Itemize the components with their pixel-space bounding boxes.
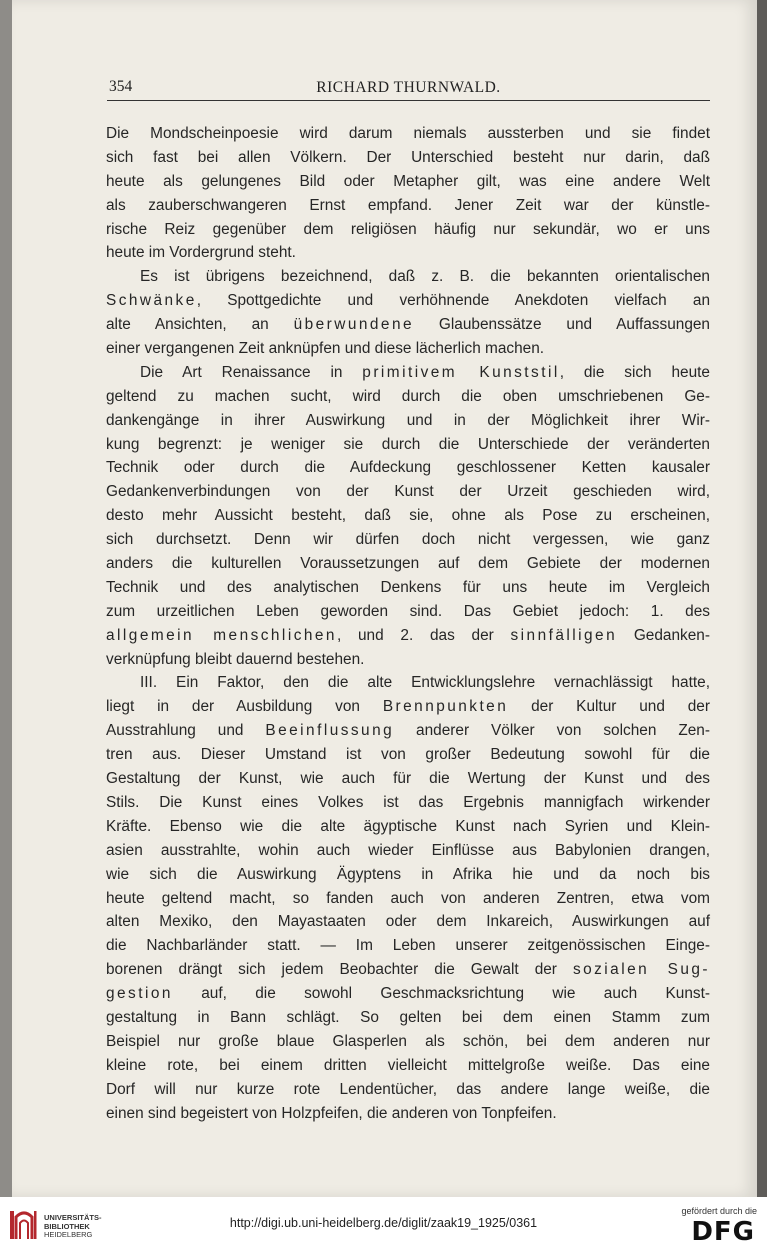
text-line xyxy=(106,1078,710,1102)
text-line xyxy=(106,504,710,528)
text-segment: geltend zu machen sucht, wird durch die oben umschriebenen Ge- xyxy=(106,387,710,405)
text-segment: III. Ein Faktor, den die alte Entwicklungslehre vernachlässigt hatte, xyxy=(140,674,710,692)
text-segment: anders die kulturellen Voraussetzungen auf dem Gebiete der modernen xyxy=(106,555,710,573)
text-segment: dankengänge in ihrer Auswirkung und in der Möglichkeit ihrer Wir- xyxy=(106,411,710,429)
page-number: 354 xyxy=(109,78,133,95)
spaced-emphasis: überwundene xyxy=(293,316,414,334)
text-segment: heute im Vordergrund steht. xyxy=(106,244,296,262)
text-line xyxy=(106,170,710,194)
spaced-emphasis: allgemein menschlichen xyxy=(106,626,337,644)
text-line xyxy=(106,552,710,576)
text-segment: , die sich heute xyxy=(559,363,710,381)
text-line xyxy=(106,528,710,552)
text-line xyxy=(106,289,710,313)
text-segment: Ausstrahlung und xyxy=(106,722,266,740)
spaced-emphasis: sinnfälligen xyxy=(510,626,618,644)
text-segment: kung begrenzt: je weniger sie durch die Unterschiede der veränderten xyxy=(106,435,710,453)
text-line xyxy=(106,480,710,504)
text-segment: gestaltung in Bann schlägt. So gelten bei dem einen Stamm zum xyxy=(106,1008,710,1026)
page-edge-shadow xyxy=(757,0,767,1197)
running-header xyxy=(107,76,710,101)
text-line xyxy=(106,218,710,242)
spaced-emphasis: Brennpunkten xyxy=(382,698,509,716)
text-line xyxy=(106,958,710,982)
spaced-emphasis: Beeinflussung xyxy=(265,722,395,740)
library-name-line: BIBLIOTHEK xyxy=(44,1221,90,1231)
text-segment: Technik oder durch die Aufdeckung geschlossener Ketten kausaler xyxy=(106,459,710,477)
text-line xyxy=(106,839,710,863)
spaced-emphasis: sozialen Sug- xyxy=(572,961,710,979)
text-segment: Gedankenverbindungen von der Kunst der Urzeit geschieden wird, xyxy=(106,483,710,501)
text-line xyxy=(106,433,710,457)
text-segment: Es ist übrigens bezeichnend, daß z. B. die bekannten orientalischen xyxy=(140,268,710,286)
text-line xyxy=(106,1030,710,1054)
text-segment: Gestaltung der Kunst, wie auch für die Wertung der Kunst und des xyxy=(106,770,710,788)
text-segment: heute geltend macht, so fanden auch von anderen Zentren, etwa vom xyxy=(106,889,710,907)
text-segment: liegt in der Ausbildung von xyxy=(106,698,383,716)
spaced-emphasis: Schwänke xyxy=(106,292,197,310)
text-segment: heute als gelungenes Bild oder Metapher gilt, was eine andere Welt xyxy=(106,172,710,190)
text-segment: Kräfte. Ebenso wie die alte ägyptische Kunst nach Syrien und Klein- xyxy=(106,817,710,835)
text-line xyxy=(106,122,710,146)
text-line xyxy=(106,624,710,648)
text-segment: asien ausstrahlte, wohin auch wieder Einflüsse aus Babylonien drangen, xyxy=(106,841,710,859)
text-line xyxy=(106,313,710,337)
text-line xyxy=(106,1054,710,1078)
text-segment: die Nachbarländer statt. — Im Leben unserer zeitgenössischen Einge- xyxy=(106,937,710,955)
spaced-emphasis: gestion xyxy=(106,985,173,1003)
body-text xyxy=(106,122,710,1125)
text-line xyxy=(106,576,710,600)
text-line xyxy=(106,337,710,361)
text-line xyxy=(106,815,710,839)
text-line xyxy=(106,385,710,409)
text-segment: Die Mondscheinpoesie wird darum niemals aussterben und sie findet xyxy=(106,125,710,142)
text-line xyxy=(106,648,710,672)
text-line xyxy=(106,241,710,265)
text-segment: alten Mexiko, den Mayastaaten oder dem Inkareich, Auswirkungen auf xyxy=(106,913,710,931)
funding-note: gefördert durch die xyxy=(681,1206,757,1216)
text-segment: tren aus. Dieser Umstand ist von großer Bedeutung sowohl für die xyxy=(106,746,710,764)
text-line xyxy=(106,361,710,385)
text-segment: der Kultur und der xyxy=(508,698,710,716)
text-line xyxy=(106,194,710,218)
text-line xyxy=(106,1006,710,1030)
text-segment: einen sind begeistert von Holzpfeifen, die anderen von Tonpfeifen. xyxy=(106,1104,557,1122)
text-line xyxy=(106,695,710,719)
text-line xyxy=(106,910,710,934)
digitization-footer xyxy=(0,1197,767,1255)
text-segment: anderer Völker von solchen Zen- xyxy=(394,722,710,740)
text-line xyxy=(106,671,710,695)
text-segment: Gedanken- xyxy=(617,626,710,644)
text-segment: borenen drängt sich jedem Beobachter die Gewalt der xyxy=(106,961,573,979)
text-segment: Die Art Renaissance in xyxy=(140,363,363,381)
text-segment: Dorf will nur kurze rote Lendentücher, das andere lange weiße, die xyxy=(106,1080,710,1098)
text-segment: desto mehr Aussicht besteht, daß sie, ohne als Pose zu erscheinen, xyxy=(106,507,710,525)
text-line xyxy=(106,265,710,289)
text-segment: sich fast bei allen Völkern. Der Unterschied besteht nur darin, daß xyxy=(106,148,710,166)
spaced-emphasis: primitivem Kunststil xyxy=(362,363,560,381)
library-name-line: HEIDELBERG xyxy=(44,1230,93,1239)
text-segment: Stils. Die Kunst eines Volkes ist das Ergebnis mannigfach wirkender xyxy=(106,793,710,811)
text-segment: Glaubenssätze und Auffassungen xyxy=(414,316,710,334)
text-line xyxy=(106,456,710,480)
text-line xyxy=(106,743,710,767)
library-name-line: UNIVERSITÄTS- xyxy=(44,1213,102,1222)
text-segment: Beispiel nur große blaue Glasperlen als schön, bei dem anderen nur xyxy=(106,1032,710,1050)
text-segment: auf, die sowohl Geschmacksrichtung wie auch Kunst- xyxy=(172,985,710,1003)
text-segment: Technik und des analytischen Denkens für uns heute im Vergleich xyxy=(106,578,710,596)
dfg-logo: DFG xyxy=(691,1217,755,1247)
running-title: RICHARD THURNWALD. xyxy=(316,79,501,96)
text-segment: kleine rote, bei einem dritten vielleicht mittelgroße weiße. Das eine xyxy=(106,1056,710,1074)
text-line xyxy=(106,767,710,791)
text-segment: verknüpfung bleibt dauernd bestehen. xyxy=(106,650,365,668)
text-line xyxy=(106,863,710,887)
text-line xyxy=(106,1102,710,1126)
text-segment: sich durchsetzt. Denn wir dürfen doch nicht vergessen, wie ganz xyxy=(106,531,710,549)
text-line xyxy=(106,791,710,815)
text-line xyxy=(106,719,710,743)
text-segment: wie sich die Auswirkung Ägyptens in Afrika hie und da noch bis xyxy=(106,865,710,883)
text-line xyxy=(106,146,710,170)
text-segment: als zauberschwangeren Ernst empfand. Jener Zeit war der künstle- xyxy=(106,196,710,214)
text-line xyxy=(106,887,710,911)
text-segment: zum urzeitlichen Leben geworden sind. Das Gebiet jedoch: 1. des xyxy=(106,602,710,620)
text-segment: rische Reiz gegenüber dem religiösen häufig nur sekundär, wo er uns xyxy=(106,220,710,238)
source-url[interactable]: http://digi.ub.uni-heidelberg.de/diglit/zaak19_1925/0361 xyxy=(229,1216,538,1230)
text-segment: , und 2. das der xyxy=(336,626,511,644)
text-line xyxy=(106,409,710,433)
text-line xyxy=(106,934,710,958)
text-segment: alte Ansichten, an xyxy=(106,316,294,334)
text-segment: , Spottgedichte und verhöhnende Anekdoten vielfach an xyxy=(196,292,710,310)
text-line xyxy=(106,600,710,624)
text-line xyxy=(106,982,710,1006)
text-segment: einer vergangenen Zeit anknüpfen und diese lächerlich machen. xyxy=(106,340,545,358)
